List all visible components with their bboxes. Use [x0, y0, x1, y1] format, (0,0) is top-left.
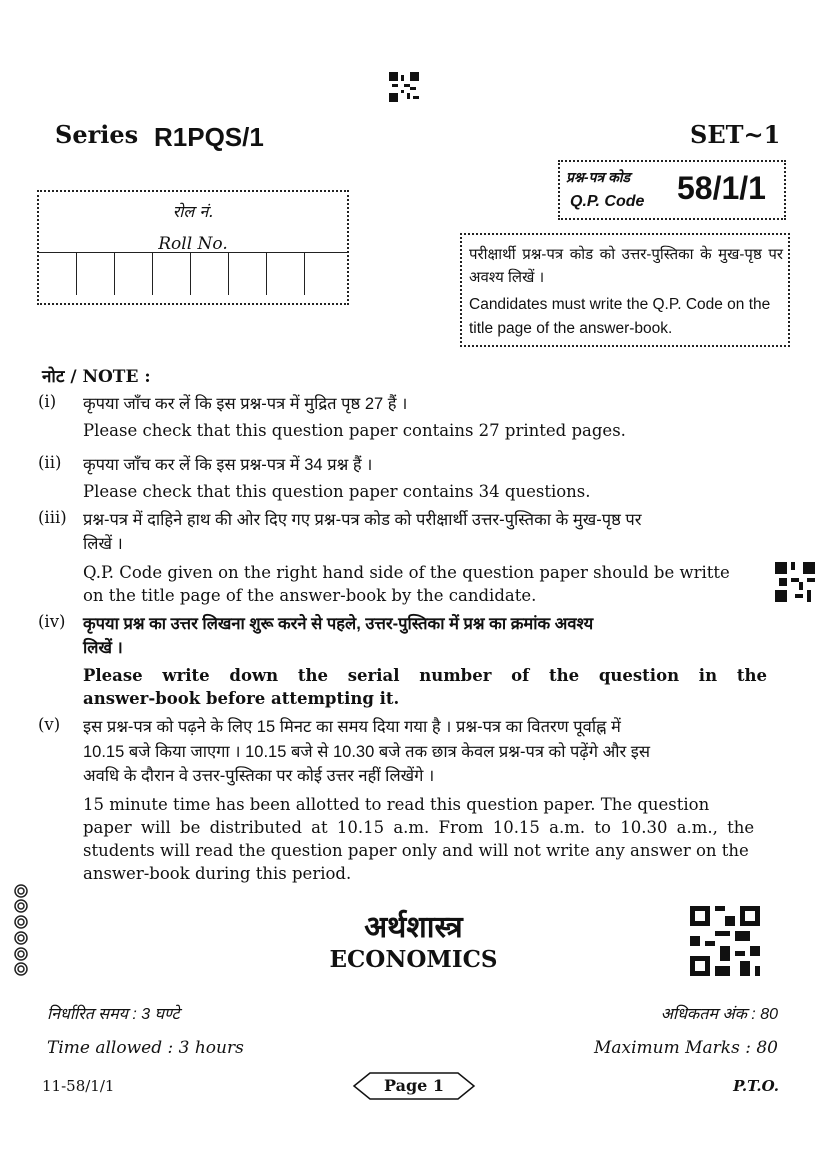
maximum-marks-hindi: अधिकतम अंक : 80 [660, 1006, 778, 1023]
top-qr-code-icon [389, 72, 419, 102]
roll-cell[interactable] [153, 253, 191, 295]
roll-label: Roll No. [158, 234, 228, 254]
roll-cell[interactable] [191, 253, 229, 295]
note-iii-hindi-1: प्रश्न-पत्र में दाहिने हाथ की ओर दिए गए प्रश्न-पत्र कोड को परीक्षार्थी उत्तर-पुस्तिका के मुख-पृष्ठ पर [83, 511, 642, 529]
note-iii-english-1: Q.P. Code given on the right hand side of the question paper should be writte [83, 563, 730, 582]
roll-label-hindi: रोल नं. [172, 202, 214, 221]
note-v-english-3: students will read the question paper only and will not write any answer on the [83, 841, 749, 860]
note-v-hindi-3: अवधि के दौरान वे उत्तर-पुस्तिका पर कोई उत्तर नहीं लिखेंगे । [83, 767, 435, 785]
roll-cell[interactable] [267, 253, 305, 295]
note-heading: नोट / NOTE : [42, 367, 151, 387]
note-v-english-4: answer-book during this period. [83, 864, 352, 883]
qp-code-hindi: प्रश्न-पत्र कोड [566, 169, 630, 185]
note-i-english: Please check that this question paper contains 27 printed pages. [83, 421, 626, 440]
candidate-instruction-box [460, 233, 790, 347]
subject-qr-code-icon [690, 906, 760, 976]
subject-hindi: अर्थशास्त्र [364, 911, 463, 944]
page-number: Page 1 [383, 1076, 445, 1095]
paper-code: 11-58/1/1 [42, 1077, 115, 1095]
note-i-hindi: कृपया जाँच कर लें कि इस प्रश्न-पत्र में मुद्रित पृष्ठ 27 हैं । [83, 395, 408, 413]
instruction-hindi: परीक्षार्थी प्रश्न-पत्र कोड को उत्तर-पुस्तिका के मुख-पृष्ठ पर अवश्य लिखें । [469, 246, 783, 286]
note-number-iii: (iii) [38, 508, 67, 527]
note-iv-english-1: Please write down the serial number of the question in the [83, 666, 767, 685]
qp-code-label: Q.P. Code [570, 193, 645, 210]
note-number-v: (v) [38, 715, 61, 734]
series-code: R1PQS/1 [154, 122, 264, 152]
roll-cell[interactable] [305, 253, 347, 295]
subject-english: ECONOMICS [329, 946, 498, 973]
side-qr-code-icon [775, 562, 815, 602]
maximum-marks: Maximum Marks : 80 [593, 1038, 778, 1058]
note-v-hindi-2: 10.15 बजे किया जाएगा । 10.15 बजे से 10.30 बजे तक छात्र केवल प्रश्न-पत्र को पढ़ेंगे और इस [83, 743, 651, 761]
please-turn-over: P.T.O. [733, 1077, 779, 1095]
roll-cell[interactable] [77, 253, 115, 295]
note-iii-hindi-2: लिखें । [83, 535, 123, 553]
note-iv-hindi-2: लिखें । [83, 639, 123, 657]
set-label: SET~1 [690, 120, 781, 149]
note-v-hindi-1: इस प्रश्न-पत्र को पढ़ने के लिए 15 मिनट का समय दिया गया है । प्रश्न-पत्र का वितरण पूर्वाह्न में [83, 718, 621, 736]
note-number-iv: (iv) [38, 612, 66, 631]
roll-number-box [37, 190, 349, 305]
note-ii-hindi: कृपया जाँच कर लें कि इस प्रश्न-पत्र में 34 प्रश्न हैं । [83, 456, 373, 474]
roll-cell[interactable] [39, 253, 77, 295]
roll-number-cells [39, 252, 347, 295]
qp-code-box [558, 160, 786, 220]
note-iv-english-2: answer-book before attempting it. [83, 689, 400, 708]
note-ii-english: Please check that this question paper contains 34 questions. [83, 482, 591, 501]
note-v-english-2: paper will be distributed at 10.15 a.m. From 10.15 a.m. to 10.30 a.m., the [83, 818, 755, 837]
note-number-ii: (ii) [38, 453, 62, 472]
note-iii-english-2: on the title page of the answer-book by the candidate. [83, 586, 537, 605]
roll-cell[interactable] [229, 253, 267, 295]
series-label: Series [55, 120, 139, 149]
time-allowed: Time allowed : 3 hours [47, 1038, 244, 1058]
note-iv-hindi-1: कृपया प्रश्न का उत्तर लिखना शुरू करने से पहले, उत्तर-पुस्तिका में प्रश्न का क्रमांक अवश्य [83, 615, 594, 633]
note-v-english-1: 15 minute time has been allotted to read this question paper. The question [83, 795, 710, 814]
time-allowed-hindi: निर्धारित समय : 3 घण्टे [47, 1006, 180, 1023]
note-number-i: (i) [38, 392, 57, 411]
qp-code-value: 58/1/1 [677, 170, 766, 206]
instruction-english: Candidates must write the Q.P. Code on the title page of the answer-book. [469, 296, 771, 337]
roll-cell[interactable] [115, 253, 153, 295]
